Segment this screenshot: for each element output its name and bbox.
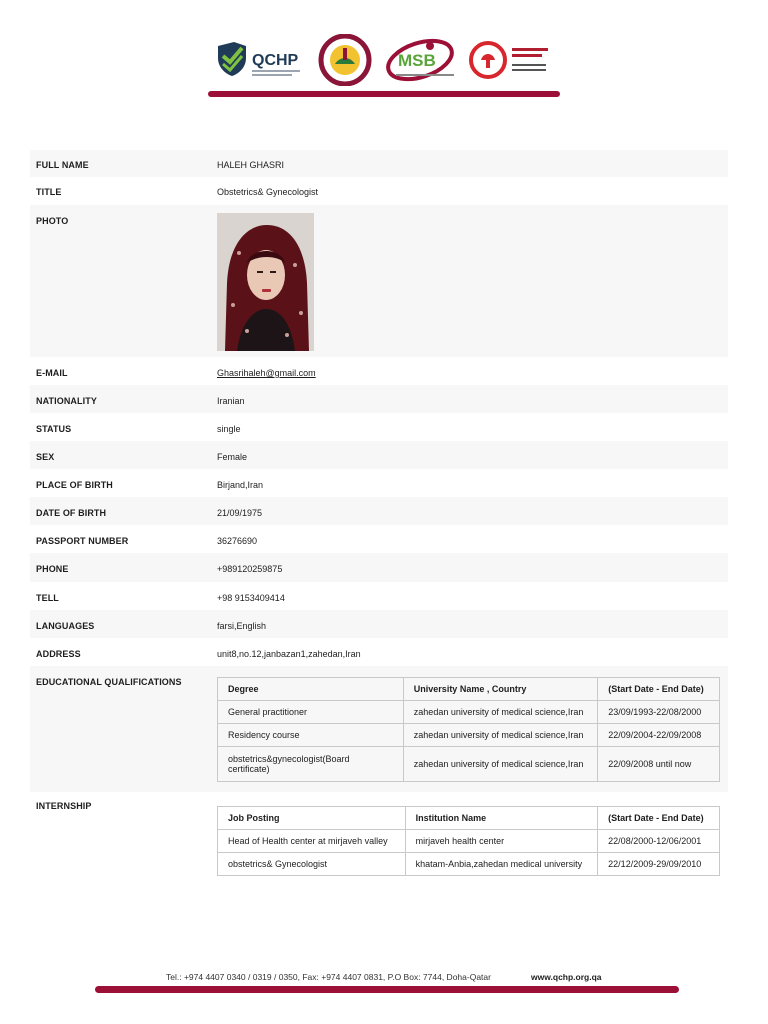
internship-label: INTERNSHIP [36,801,92,811]
status-row [30,413,728,441]
table-header-cell: Degree [218,678,404,701]
table-cell: mirjaveh health center [405,830,598,853]
tell-label: TELL [36,593,59,603]
table-cell: khatam-Anbia,zahedan medical university [405,853,598,876]
status-label: STATUS [36,424,72,434]
table-cell: obstetrics& Gynecologist [218,853,406,876]
footer-contact: Tel.: +974 4407 0340 / 0319 / 0350, Fax: +974 4407 0831, P.O Box: 7744, Doha-Qatar [166,972,491,982]
table-header-row [218,678,720,701]
table-header-cell: Job Posting [218,807,406,830]
footer-accent-bar [95,986,679,993]
tell-row [30,582,728,610]
footer-url[interactable]: www.qchp.org.qa [531,972,602,982]
title-row [30,177,728,205]
msb-logo-text: MSB [398,51,436,70]
email-label: E-MAIL [36,368,68,378]
full-name-label: FULL NAME [36,160,89,170]
table-cell: 23/09/1993-22/08/2000 [598,701,720,724]
place-of-birth-label: PLACE OF BIRTH [36,480,113,490]
header-logos [214,34,554,86]
table-cell: 22/12/2009-29/09/2010 [598,853,720,876]
date-of-birth-value: 21/09/1975 [217,508,263,518]
phone-row [30,553,728,582]
table-header-cell: (Start Date - End Date) [598,807,720,830]
table-header-cell: (Start Date - End Date) [598,678,720,701]
title-value: Obstetrics& Gynecologist [217,187,319,197]
nationality-label: NATIONALITY [36,396,97,406]
qchp-logo-text: QCHP [252,52,299,69]
tell-value: +98 9153409414 [217,593,285,603]
qchp-logo [214,34,310,86]
table-cell: zahedan university of medical science,Iran [403,724,597,747]
header-accent-bar [208,91,560,97]
table-row [218,747,720,782]
status-value: single [217,424,241,434]
nationality-row [30,385,728,413]
table-cell: 22/08/2000-12/06/2001 [598,830,720,853]
sex-value: Female [217,452,248,462]
table-cell: zahedan university of medical science,Iran [403,701,597,724]
table-cell: Residency course [218,724,404,747]
address-label: ADDRESS [36,649,81,659]
date-of-birth-row [30,497,728,525]
passport-value: 36276690 [217,536,258,546]
table-cell: General practitioner [218,701,404,724]
email-link[interactable]: Ghasrihaleh@gmail.com [217,368,316,378]
date-of-birth-label: DATE OF BIRTH [36,508,107,518]
place-of-birth-value: Birjand,Iran [217,480,264,490]
internship-table [217,806,720,876]
email-row [30,357,728,385]
state-of-qatar-seal-logo [318,34,372,86]
photo-row [30,205,728,357]
table-cell: 22/09/2004-22/09/2008 [598,724,720,747]
table-cell: obstetrics&gynecologist(Board certificate) [218,747,404,782]
msb-logo [384,34,468,86]
languages-label: LANGUAGES [36,621,95,631]
table-cell: Head of Health center at mirjaveh valley [218,830,406,853]
email-value[interactable] [217,368,316,378]
oman-ministry-of-health-logo [468,34,554,86]
table-cell: zahedan university of medical science,Iran [403,747,597,782]
languages-row [30,610,728,638]
table-row [218,853,720,876]
phone-label: PHONE [36,564,69,574]
education-label: EDUCATIONAL QUALIFICATIONS [36,677,182,687]
full-name-value: HALEH GHASRI [217,160,285,170]
title-label: TITLE [36,187,62,197]
table-header-cell: University Name , Country [403,678,597,701]
passport-label: PASSPORT NUMBER [36,536,129,546]
languages-value: farsi,English [217,621,267,631]
table-header-row [218,807,720,830]
address-row [30,638,728,666]
table-cell: 22/09/2008 until now [598,747,720,782]
table-header-cell: Institution Name [405,807,598,830]
place-of-birth-row [30,469,728,497]
table-row [218,830,720,853]
profile-photo [217,213,314,351]
nationality-value: Iranian [217,396,245,406]
phone-value: +989120259875 [217,564,283,574]
table-row [218,701,720,724]
sex-label: SEX [36,452,55,462]
passport-row [30,525,728,553]
photo-label: PHOTO [36,216,69,226]
address-value: unit8,no.12,janbazan1,zahedan,Iran [217,649,361,659]
full-name-row [30,150,728,177]
sex-row [30,441,728,469]
table-row [218,724,720,747]
education-table [217,677,720,782]
